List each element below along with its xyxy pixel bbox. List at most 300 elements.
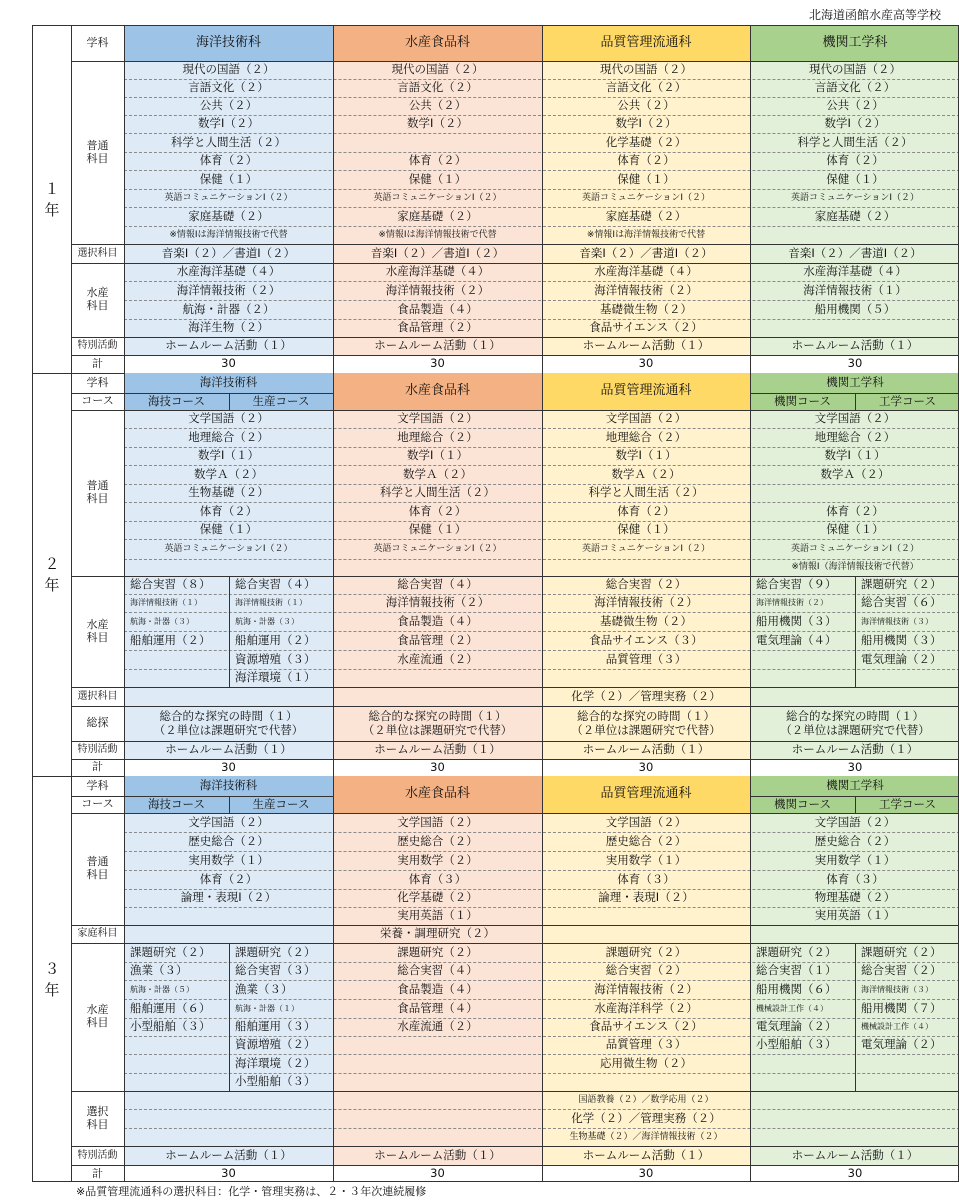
subject-cell: 食品製造（４） bbox=[397, 613, 478, 628]
subject-cell: 実用数学（１） bbox=[188, 852, 269, 867]
grid-line bbox=[542, 776, 543, 1182]
subject-cell: 総合実習（４） bbox=[397, 577, 478, 592]
subject-cell: 実用数学（１） bbox=[605, 852, 687, 867]
subject-cell: 音楽Ⅰ（２）／書道Ⅰ（２） bbox=[370, 245, 505, 260]
subject-cell: 海洋環境（１） bbox=[235, 670, 316, 685]
subject-cell: 総合実習（２） bbox=[605, 963, 687, 978]
grid-line bbox=[71, 410, 959, 411]
subject-cell bbox=[333, 669, 542, 687]
subject-cell bbox=[750, 319, 959, 337]
subject-cell: 言語文化（２） bbox=[814, 80, 896, 95]
label-kei: 計 bbox=[92, 760, 103, 774]
subject-cell bbox=[333, 133, 542, 152]
subject-cell: 音楽Ⅰ（２）／書道Ⅰ（２） bbox=[788, 245, 922, 260]
subject-cell: 英語コミュニケーションⅠ（２） bbox=[164, 192, 293, 203]
homeroom-cell: ホームルーム活動（１） bbox=[582, 742, 710, 757]
subject-cell: 体育（３） bbox=[617, 871, 675, 886]
year-label-1: １ 年 bbox=[44, 179, 60, 219]
subject-cell: 文学国語（２） bbox=[814, 814, 896, 829]
subject-cell: 電気理論（２） bbox=[861, 1037, 942, 1052]
total-cell: 30 bbox=[638, 1166, 654, 1181]
label-gakka: 学科 bbox=[86, 375, 109, 389]
subject-cell: 数学Ⅰ（２） bbox=[824, 116, 886, 131]
subject-cell: 体育（３） bbox=[826, 871, 884, 886]
subject-cell bbox=[750, 484, 959, 502]
subject-cell: 文学国語（２） bbox=[605, 411, 687, 426]
grid-line bbox=[542, 373, 543, 776]
subject-cell: 課題研究（２） bbox=[861, 577, 942, 592]
total-cell: 30 bbox=[638, 356, 654, 371]
grid-line bbox=[71, 813, 959, 814]
subject-cell bbox=[124, 559, 333, 576]
course-header: 機関コース bbox=[750, 393, 855, 410]
subject-cell: 小型船舶（３） bbox=[756, 1037, 837, 1052]
total-cell: 30 bbox=[221, 356, 236, 371]
subject-cell: 化学（２）／管理実務（２） bbox=[571, 1110, 721, 1125]
label-futsu: 普通 科目 bbox=[86, 855, 109, 881]
subject-cell: 体育（３） bbox=[408, 871, 467, 886]
subject-cell: 生物基礎（２） bbox=[188, 485, 269, 500]
subject-cell: 家庭基礎（２） bbox=[814, 208, 896, 223]
subject-cell: 歴史総合（２） bbox=[814, 833, 896, 848]
course-header: 海技コース bbox=[124, 796, 229, 813]
subject-cell: 文学国語（２） bbox=[188, 814, 269, 829]
department-header: 海洋技術科 bbox=[124, 26, 333, 61]
subject-cell bbox=[542, 669, 750, 687]
subject-cell: 化学基礎（２） bbox=[397, 890, 478, 905]
subject-cell: 家庭基礎（２） bbox=[605, 208, 687, 223]
subject-cell: 文学国語（２） bbox=[188, 411, 269, 426]
subject-cell: 保健（１） bbox=[617, 171, 675, 186]
subject-cell: 総合実習（６） bbox=[861, 595, 942, 610]
course-header: 生産コース bbox=[229, 796, 333, 813]
homeroom-cell: ホームルーム活動（１） bbox=[374, 742, 501, 757]
department-header: 機関工学科 bbox=[750, 26, 959, 61]
subject-cell: 海洋情報技術（２） bbox=[594, 981, 698, 996]
subject-cell: 船用機関（５） bbox=[814, 301, 896, 316]
subject-cell: 数学Ⅰ（１） bbox=[407, 448, 468, 463]
subject-cell: 水産海洋基礎（４） bbox=[385, 264, 490, 279]
department-header: 水産食品科 bbox=[333, 26, 542, 61]
grid-line bbox=[71, 1091, 959, 1092]
subject-cell: 文学国語（２） bbox=[397, 411, 478, 426]
subject-cell: 水産海洋科学（２） bbox=[594, 1000, 698, 1015]
homeroom-cell: ホームルーム活動（１） bbox=[791, 1147, 919, 1162]
subject-cell: ※情報Ⅰ（海洋情報技術で代替） bbox=[791, 562, 919, 573]
footnote: ※品質管理流通科の選択科目：化学・管理実務は、２・３年次連続履修 bbox=[76, 1185, 427, 1198]
subject-cell: 課題研究（２） bbox=[397, 944, 478, 959]
subject-cell: 保健（１） bbox=[617, 522, 675, 537]
subject-cell: 小型船舶（３） bbox=[130, 1019, 211, 1034]
sogo-cell: 総合的な探究の時間（１） （２単位は課題研究で代替） bbox=[153, 709, 304, 737]
subject-cell: 数学Ⅰ（１） bbox=[824, 448, 886, 463]
grid-line bbox=[71, 337, 959, 338]
label-tokubetsu: 特別活動 bbox=[77, 1149, 118, 1161]
grid-line bbox=[229, 796, 230, 813]
grid-line bbox=[71, 776, 72, 1182]
subject-cell: 海洋情報技術（２） bbox=[385, 282, 490, 297]
subject-cell: 船用機関（７） bbox=[861, 1000, 942, 1015]
subject-cell: 総合実習（４） bbox=[397, 963, 478, 978]
label-gakka: 学科 bbox=[86, 36, 109, 50]
subject-cell: 食品サイエンス（２） bbox=[589, 320, 703, 335]
subject-cell: 海洋情報技術（２） bbox=[176, 282, 281, 297]
grid-line bbox=[71, 1146, 959, 1147]
subject-cell: 応用微生物（２） bbox=[600, 1055, 692, 1070]
subject-cell: 海洋情報技術（３） bbox=[861, 616, 933, 626]
grid-line bbox=[333, 26, 334, 373]
total-cell: 30 bbox=[847, 1166, 863, 1181]
subject-cell: 論理・表現Ⅰ（２） bbox=[180, 890, 277, 905]
year-label-2: ２ 年 bbox=[44, 554, 60, 594]
subject-cell: 科学と人間生活（２） bbox=[588, 485, 704, 500]
subject-cell: 英語コミュニケーションⅠ（２） bbox=[581, 192, 711, 203]
label-tokubetsu: 特別活動 bbox=[77, 340, 118, 352]
subject-cell: 漁業（３） bbox=[235, 981, 293, 996]
subject-cell: 地理総合（２） bbox=[605, 429, 687, 444]
subject-cell: 食品管理（４） bbox=[397, 1000, 478, 1015]
homeroom-cell: ホームルーム活動（１） bbox=[582, 338, 710, 353]
subject-cell: 海洋情報技術（１） bbox=[235, 598, 307, 608]
department-header: 品質管理流通科 bbox=[542, 373, 750, 410]
subject-cell: 歴史総合（２） bbox=[605, 833, 687, 848]
subject-cell: 数学Ⅰ（１） bbox=[198, 448, 259, 463]
subject-cell: 音楽Ⅰ（２）／書道Ⅰ（２） bbox=[579, 245, 713, 260]
subject-cell bbox=[750, 669, 855, 687]
subject-cell: 公共（２） bbox=[408, 98, 467, 113]
label-sentaku: 選択科目 bbox=[77, 690, 118, 702]
subject-cell: 機械設計工作（４） bbox=[756, 1003, 828, 1013]
subject-cell bbox=[855, 1073, 959, 1091]
subject-cell bbox=[750, 650, 855, 669]
grid-line bbox=[124, 26, 125, 373]
label-gakka: 学科 bbox=[86, 778, 109, 792]
subject-cell: 体育（２） bbox=[408, 153, 467, 168]
subject-cell bbox=[333, 1073, 542, 1091]
total-cell: 30 bbox=[847, 759, 863, 774]
column-bg bbox=[750, 925, 959, 943]
subject-cell: 体育（２） bbox=[199, 153, 258, 168]
subject-cell: 科学と人間生活（２） bbox=[171, 134, 286, 149]
subject-cell: 数学Ⅰ（２） bbox=[615, 116, 677, 131]
subject-cell: 実用数学（１） bbox=[814, 852, 896, 867]
label-sentaku: 選択科目 bbox=[77, 247, 118, 259]
label-futsu: 普通 科目 bbox=[86, 138, 109, 165]
homeroom-cell: ホームルーム活動（１） bbox=[791, 742, 919, 757]
subject-cell: 海洋情報技術（１） bbox=[130, 598, 202, 608]
department-header: 水産食品科 bbox=[333, 373, 542, 410]
column-bg bbox=[542, 925, 750, 943]
subject-cell: 現代の国語（２） bbox=[600, 62, 692, 77]
subject-cell: 数学Ⅰ（２） bbox=[198, 116, 259, 131]
subject-cell: 水産海洋基礎（４） bbox=[594, 264, 698, 279]
subject-cell: 小型船舶（３） bbox=[235, 1074, 316, 1089]
subject-cell: 課題研究（２） bbox=[861, 944, 942, 959]
course-header: 生産コース bbox=[229, 393, 333, 410]
subject-cell: 地理総合（２） bbox=[188, 429, 269, 444]
grid-line bbox=[71, 393, 124, 394]
homeroom-cell: ホームルーム活動（１） bbox=[165, 742, 292, 757]
label-course: コース bbox=[81, 394, 114, 408]
subject-cell: 化学（２）／管理実務（２） bbox=[571, 688, 721, 703]
subject-cell: 食品製造（４） bbox=[397, 981, 478, 996]
subject-cell: 課題研究（２） bbox=[756, 944, 837, 959]
label-suisan: 水産 科目 bbox=[86, 617, 109, 644]
grid-line bbox=[71, 759, 959, 760]
subject-cell: 英語コミュニケーションⅠ（２） bbox=[790, 543, 920, 554]
grid-line bbox=[71, 706, 959, 707]
subject-cell: 保健（１） bbox=[826, 522, 884, 537]
subject-cell: 英語コミュニケーションⅠ（２） bbox=[373, 543, 502, 554]
subject-cell: 総合実習（８） bbox=[130, 577, 211, 592]
label-katei: 家庭科目 bbox=[77, 928, 118, 940]
label-course: コース bbox=[81, 797, 114, 811]
total-cell: 30 bbox=[638, 759, 654, 774]
total-cell: 30 bbox=[221, 1166, 236, 1181]
homeroom-cell: ホームルーム活動（１） bbox=[374, 1147, 501, 1162]
subject-cell bbox=[750, 1073, 855, 1091]
subject-cell: 海洋環境（２） bbox=[235, 1055, 316, 1070]
column-bg bbox=[333, 687, 542, 706]
department-header: 海洋技術科 bbox=[124, 373, 333, 393]
grid-line bbox=[124, 776, 125, 1182]
course-header: 工学コース bbox=[855, 796, 959, 813]
subject-cell: 電気理論（２） bbox=[756, 1019, 837, 1034]
grid-line bbox=[71, 355, 959, 356]
subject-cell: 保健（１） bbox=[826, 171, 884, 186]
year-label-3: ３ 年 bbox=[44, 959, 60, 999]
subject-cell bbox=[124, 669, 229, 687]
grid-line bbox=[71, 576, 959, 577]
subject-cell: 論理・表現Ⅰ（２） bbox=[598, 890, 694, 905]
subject-cell bbox=[124, 650, 229, 669]
subject-cell: 公共（２） bbox=[617, 98, 675, 113]
grid-line bbox=[71, 943, 959, 944]
homeroom-cell: ホームルーム活動（１） bbox=[165, 1147, 292, 1162]
subject-cell: 総合実習（２） bbox=[861, 963, 942, 978]
column-bg bbox=[124, 687, 333, 706]
grid-line bbox=[71, 1165, 959, 1166]
subject-cell: 電気理論（４） bbox=[756, 632, 837, 647]
total-cell: 30 bbox=[221, 759, 236, 774]
subject-cell: 海洋情報技術（２） bbox=[756, 598, 828, 608]
grid-line bbox=[71, 373, 72, 776]
subject-cell: 体育（２） bbox=[826, 503, 884, 518]
subject-cell: 課題研究（２） bbox=[130, 944, 211, 959]
subject-cell: 言語文化（２） bbox=[605, 80, 687, 95]
total-cell: 30 bbox=[847, 356, 863, 371]
subject-cell: 航海・計器（１） bbox=[235, 1003, 299, 1013]
subject-cell: 生物基礎（２）／海洋情報技術（２） bbox=[569, 1131, 723, 1142]
subject-cell: 公共（２） bbox=[826, 98, 884, 113]
subject-cell: 数学Ａ（２） bbox=[820, 466, 890, 481]
subject-cell: 食品サイエンス（３） bbox=[589, 632, 703, 647]
subject-cell: 船舶運用（２） bbox=[130, 632, 211, 647]
subject-cell: 数学Ａ（２） bbox=[403, 466, 472, 481]
subject-cell: 物理基礎（２） bbox=[814, 890, 896, 905]
subject-cell: 国語教養（２）／数学応用（２） bbox=[578, 1094, 714, 1105]
column-bg bbox=[750, 1091, 959, 1146]
subject-cell: 保健（１） bbox=[408, 522, 467, 537]
subject-cell: 実用英語（１） bbox=[397, 908, 478, 923]
subject-cell: 言語文化（２） bbox=[188, 80, 269, 95]
subject-cell: 数学Ⅰ（１） bbox=[615, 448, 677, 463]
grid-line bbox=[71, 741, 959, 742]
grid-line bbox=[71, 61, 959, 62]
subject-cell: 食品管理（２） bbox=[397, 632, 478, 647]
subject-cell: 英語コミュニケーションⅠ（２） bbox=[373, 192, 502, 203]
subject-cell: 水産流通（２） bbox=[397, 1019, 478, 1034]
sogo-cell: 総合的な探究の時間（１） （２単位は課題研究で代替） bbox=[571, 709, 721, 737]
course-header: 機関コース bbox=[750, 796, 855, 813]
subject-cell: 数学Ⅰ（２） bbox=[407, 116, 468, 131]
course-header: 工学コース bbox=[855, 393, 959, 410]
subject-cell: 品質管理（３） bbox=[605, 1037, 687, 1052]
label-suisan: 水産 科目 bbox=[86, 1003, 109, 1029]
homeroom-cell: ホームルーム活動（１） bbox=[582, 1147, 710, 1162]
subject-cell: 基礎微生物（２） bbox=[600, 613, 692, 628]
grid-line bbox=[71, 263, 959, 264]
subject-cell: ※情報Ⅰは海洋情報技術で代替 bbox=[586, 229, 706, 240]
subject-cell: 海洋情報技術（２） bbox=[594, 282, 698, 297]
department-header: 機関工学科 bbox=[750, 373, 959, 393]
subject-cell bbox=[333, 1036, 542, 1054]
subject-cell: 体育（２） bbox=[617, 503, 675, 518]
subject-cell: 科学と人間生活（２） bbox=[380, 485, 495, 500]
department-header: 品質管理流通科 bbox=[542, 776, 750, 813]
homeroom-cell: ホームルーム活動（１） bbox=[165, 338, 292, 353]
subject-cell: 英語コミュニケーションⅠ（２） bbox=[790, 192, 920, 203]
grid-line bbox=[71, 26, 72, 373]
subject-cell bbox=[542, 907, 750, 925]
subject-cell: 数学Ａ（２） bbox=[611, 466, 681, 481]
grid-line bbox=[855, 576, 856, 687]
subject-cell bbox=[542, 559, 750, 576]
subject-cell: 家庭基礎（２） bbox=[397, 208, 478, 223]
subject-cell: 海洋情報技術（１） bbox=[803, 282, 907, 297]
subject-cell bbox=[124, 907, 333, 925]
subject-cell: 音楽Ⅰ（２）／書道Ⅰ（２） bbox=[161, 245, 296, 260]
label-futsu: 普通 科目 bbox=[86, 479, 109, 505]
subject-cell: 公共（２） bbox=[199, 98, 258, 113]
grid-line bbox=[855, 393, 856, 410]
grid-line bbox=[855, 796, 856, 813]
subject-cell: 現代の国語（２） bbox=[391, 62, 484, 77]
subject-cell: 科学と人間生活（２） bbox=[797, 134, 913, 149]
subject-cell: 地理総合（２） bbox=[814, 429, 896, 444]
subject-cell bbox=[542, 1073, 750, 1091]
grid-line bbox=[229, 943, 230, 1091]
school-name: 北海道函館水産高等学校 bbox=[808, 8, 941, 22]
subject-cell: 実用英語（１） bbox=[814, 908, 896, 923]
course-header: 海技コース bbox=[124, 393, 229, 410]
total-cell: 30 bbox=[430, 356, 445, 371]
subject-cell: 航海・計器（３） bbox=[130, 616, 194, 626]
homeroom-cell: ホームルーム活動（１） bbox=[374, 338, 501, 353]
subject-cell: 水産流通（２） bbox=[397, 651, 478, 666]
subject-cell: 資源増殖（２） bbox=[235, 1037, 316, 1052]
subject-cell: 課題研究（２） bbox=[235, 944, 316, 959]
subject-cell: 海洋情報技術（２） bbox=[385, 595, 490, 610]
grid-line bbox=[229, 576, 230, 687]
column-bg bbox=[124, 1091, 333, 1146]
subject-cell: 保健（１） bbox=[199, 522, 258, 537]
subject-cell: 海洋情報技術（３） bbox=[861, 984, 933, 994]
subject-cell: 航海・計器（２） bbox=[182, 301, 275, 316]
subject-cell: 現代の国語（２） bbox=[809, 62, 901, 77]
subject-cell: 栄養・調理研究（２） bbox=[380, 926, 495, 941]
grid-line bbox=[124, 373, 125, 776]
subject-cell: 船舶運用（６） bbox=[130, 1000, 211, 1015]
subject-cell bbox=[750, 226, 959, 244]
subject-cell: 品質管理（３） bbox=[605, 651, 687, 666]
subject-cell: 保健（１） bbox=[408, 171, 467, 186]
department-header: 海洋技術科 bbox=[124, 776, 333, 796]
grid-line bbox=[71, 925, 959, 926]
subject-cell: 文学国語（２） bbox=[814, 411, 896, 426]
total-cell: 30 bbox=[430, 1166, 445, 1181]
label-sogo: 総探 bbox=[86, 716, 109, 730]
subject-cell: 機械設計工作（４） bbox=[861, 1022, 933, 1032]
subject-cell: 体育（２） bbox=[826, 153, 884, 168]
subject-cell: 文学国語（２） bbox=[605, 814, 687, 829]
subject-cell: 実用数学（２） bbox=[397, 852, 478, 867]
subject-cell bbox=[124, 1073, 229, 1091]
label-kei: 計 bbox=[92, 356, 103, 370]
column-bg bbox=[124, 925, 333, 943]
department-header: 水産食品科 bbox=[333, 776, 542, 813]
subject-cell: 英語コミュニケーションⅠ（２） bbox=[581, 543, 711, 554]
subject-cell: 総合実習（４） bbox=[235, 577, 316, 592]
column-bg bbox=[333, 1091, 542, 1146]
subject-cell: 言語文化（２） bbox=[397, 80, 478, 95]
subject-cell: 電気理論（２） bbox=[861, 651, 942, 666]
column-bg bbox=[750, 687, 959, 706]
subject-cell: 船舶運用（２） bbox=[235, 632, 316, 647]
subject-cell: 総合実習（９） bbox=[756, 577, 837, 592]
department-header: 品質管理流通科 bbox=[542, 26, 750, 61]
grid-line bbox=[855, 943, 856, 1091]
subject-cell: 食品製造（４） bbox=[397, 301, 478, 316]
subject-cell: 体育（２） bbox=[617, 153, 675, 168]
subject-cell: 漁業（３） bbox=[130, 963, 188, 978]
subject-cell: 文学国語（２） bbox=[397, 814, 478, 829]
label-tokubetsu: 特別活動 bbox=[77, 744, 118, 756]
subject-cell bbox=[333, 1054, 542, 1073]
subject-cell: 船用機関（６） bbox=[756, 981, 837, 996]
subject-cell bbox=[855, 1054, 959, 1073]
sogo-cell: 総合的な探究の時間（１） （２単位は課題研究で代替） bbox=[362, 709, 513, 737]
grid-line bbox=[750, 776, 751, 1182]
subject-cell: 船用機関（３） bbox=[861, 632, 942, 647]
subject-cell: 歴史総合（２） bbox=[397, 833, 478, 848]
subject-cell: 課題研究（２） bbox=[605, 944, 687, 959]
subject-cell: 数学Ａ（２） bbox=[194, 466, 263, 481]
subject-cell: 船舶運用（３） bbox=[235, 1019, 316, 1034]
grid-line bbox=[333, 373, 334, 776]
label-sentaku: 選択 科目 bbox=[86, 1104, 109, 1131]
subject-cell: 体育（２） bbox=[199, 503, 258, 518]
subject-cell: 現代の国語（２） bbox=[182, 62, 275, 77]
homeroom-cell: ホームルーム活動（１） bbox=[791, 338, 919, 353]
subject-cell: 基礎微生物（２） bbox=[600, 301, 692, 316]
subject-cell: 化学基礎（２） bbox=[605, 134, 687, 149]
grid-line bbox=[71, 687, 959, 688]
grid-line bbox=[333, 776, 334, 1182]
subject-cell: ※情報Ⅰは海洋情報技術で代替 bbox=[169, 229, 288, 240]
grid-line bbox=[542, 26, 543, 373]
subject-cell: ※情報Ⅰは海洋情報技術で代替 bbox=[378, 229, 497, 240]
